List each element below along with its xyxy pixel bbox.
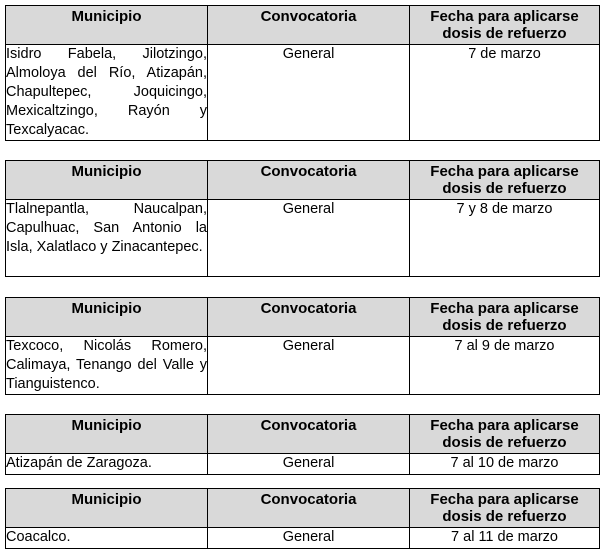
header-municipio: Municipio: [6, 161, 208, 200]
header-municipio: Municipio: [6, 415, 208, 454]
table-row: [6, 337, 600, 395]
cell-convocatoria: General: [208, 454, 410, 475]
cell-municipio: Atizapán de Zaragoza.: [6, 454, 208, 475]
header-municipio: Municipio: [6, 489, 208, 528]
schedule-table-1: [5, 5, 600, 141]
table-row: [6, 200, 600, 277]
table-header-row: [6, 161, 600, 200]
header-municipio: Municipio: [6, 298, 208, 337]
cell-municipio: Coacalco.: [6, 528, 208, 549]
cell-convocatoria: General: [208, 528, 410, 549]
table-header-row: [6, 415, 600, 454]
header-municipio: Municipio: [6, 6, 208, 45]
schedule-table-5: [5, 488, 600, 549]
cell-fecha: 7 al 9 de marzo: [410, 337, 600, 395]
schedule-table-4: [5, 414, 600, 475]
cell-fecha: 7 y 8 de marzo: [410, 200, 600, 277]
cell-convocatoria: General: [208, 200, 410, 277]
schedule-table-3: [5, 297, 600, 395]
table-row: [6, 454, 600, 475]
cell-municipio: Texcoco, Nicolás Romero, Calimaya, Tenango del Valle y Tianguistenco.: [6, 337, 208, 395]
cell-fecha: 7 al 11 de marzo: [410, 528, 600, 549]
cell-fecha: 7 de marzo: [410, 45, 600, 141]
header-fecha: Fecha para aplicarse dosis de refuerzo: [410, 415, 600, 454]
table-header-row: [6, 6, 600, 45]
header-convocatoria: Convocatoria: [208, 415, 410, 454]
header-convocatoria: Convocatoria: [208, 489, 410, 528]
cell-convocatoria: General: [208, 337, 410, 395]
table-header-row: [6, 298, 600, 337]
cell-convocatoria: General: [208, 45, 410, 141]
header-fecha: Fecha para aplicarse dosis de refuerzo: [410, 6, 600, 45]
header-fecha: Fecha para aplicarse dosis de refuerzo: [410, 161, 600, 200]
header-convocatoria: Convocatoria: [208, 161, 410, 200]
header-convocatoria: Convocatoria: [208, 298, 410, 337]
schedule-table-2: [5, 160, 600, 277]
table-header-row: [6, 489, 600, 528]
header-fecha: Fecha para aplicarse dosis de refuerzo: [410, 489, 600, 528]
header-convocatoria: Convocatoria: [208, 6, 410, 45]
table-row: [6, 45, 600, 141]
cell-municipio: Tlalnepantla, Naucalpan, Capulhuac, San Antonio la Isla, Xalatlaco y Zinacantepec.: [6, 200, 208, 277]
header-fecha: Fecha para aplicarse dosis de refuerzo: [410, 298, 600, 337]
table-row: [6, 528, 600, 549]
cell-fecha: 7 al 10 de marzo: [410, 454, 600, 475]
cell-municipio: Isidro Fabela, Jilotzingo, Almoloya del Río, Atizapán, Chapultepec, Joquicingo, Mexicaltzingo, Rayón y Texcalyacac.: [6, 45, 208, 141]
